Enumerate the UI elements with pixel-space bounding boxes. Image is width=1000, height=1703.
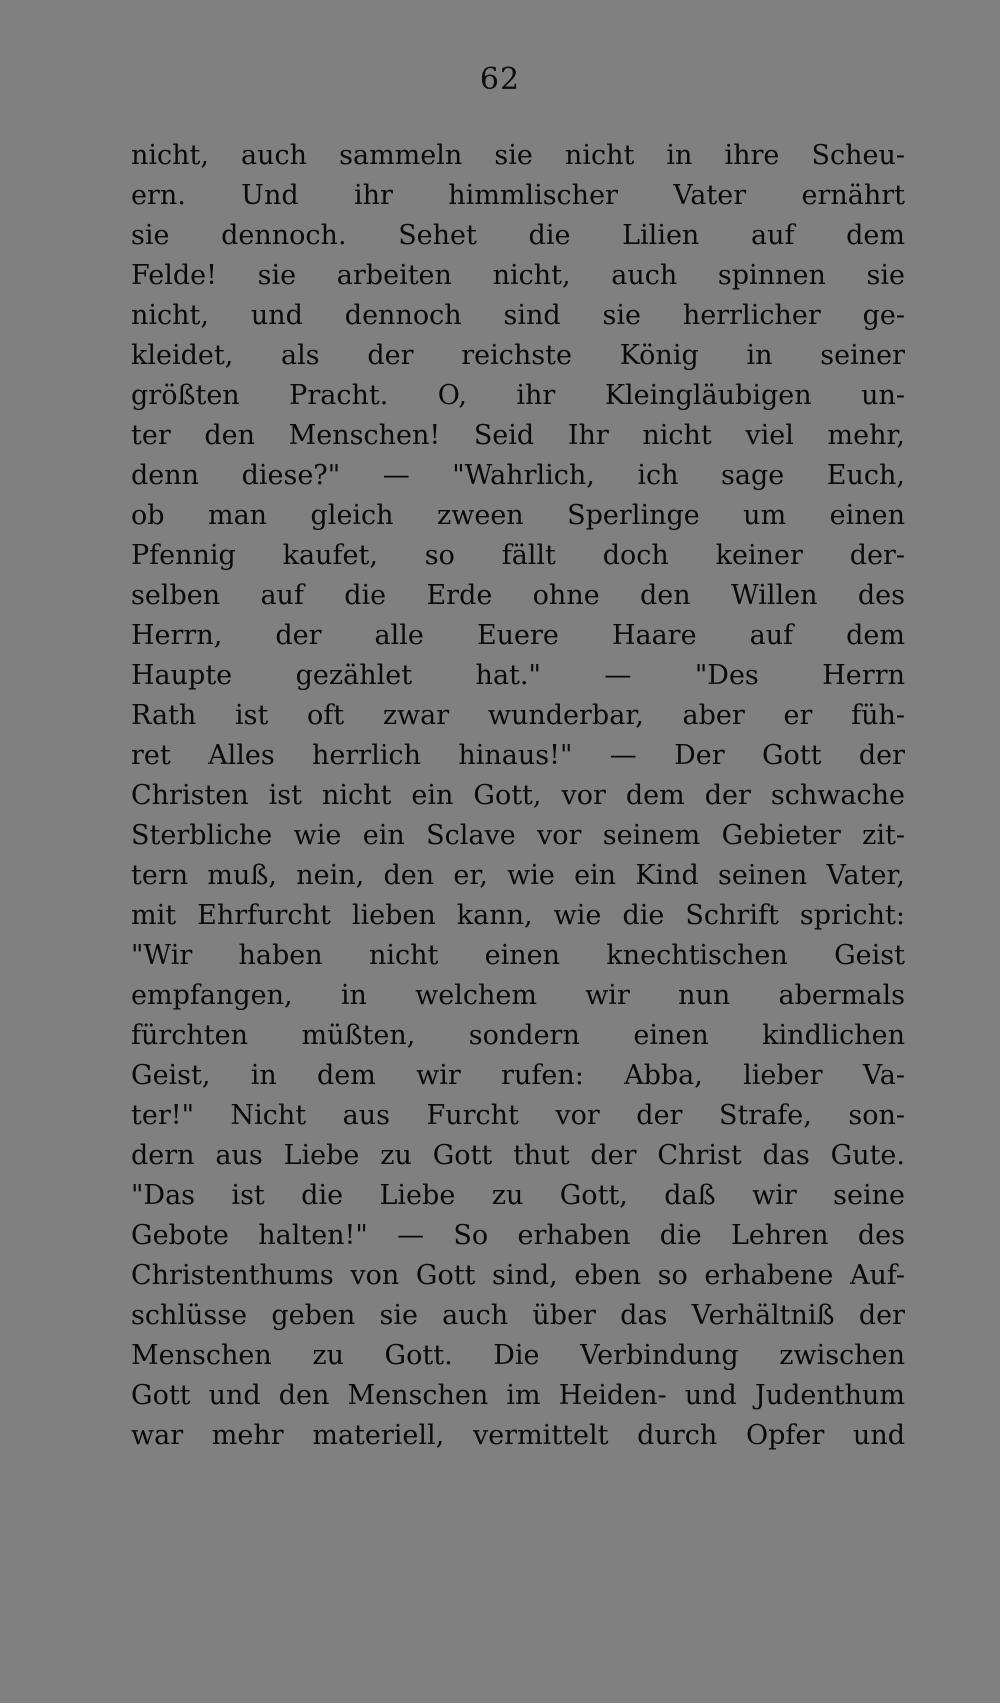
text-line: Sterbliche wie ein Sclave vor seinem Gebieter zit- — [131, 820, 905, 851]
text-line: nicht, auch sammeln sie nicht in ihre Scheu- — [131, 140, 905, 171]
text-line: "Das ist die Liebe zu Gott, daß wir seine — [131, 1180, 905, 1211]
text-line: selben auf die Erde ohne den Willen des — [131, 580, 905, 611]
text-line: empfangen, in welchem wir nun abermals — [131, 980, 905, 1011]
text-line: fürchten müßten, sondern einen kindlichen — [131, 1020, 905, 1051]
text-line: Christen ist nicht ein Gott, vor dem der schwache — [131, 780, 905, 811]
text-line: ern. Und ihr himmlischer Vater ernährt — [131, 180, 905, 211]
text-line: Christenthums von Gott sind, eben so erhabene Auf- — [131, 1260, 905, 1291]
text-line: Gebote halten!" — So erhaben die Lehren des — [131, 1220, 905, 1251]
text-line: nicht, und dennoch sind sie herrlicher ge- — [131, 300, 905, 331]
text-line: ret Alles herrlich hinaus!" — Der Gott der — [131, 740, 905, 771]
text-line: Felde! sie arbeiten nicht, auch spinnen sie — [131, 260, 905, 291]
text-line: dern aus Liebe zu Gott thut der Christ das Gute. — [131, 1140, 905, 1171]
text-line: Rath ist oft zwar wunderbar, aber er füh- — [131, 700, 905, 731]
text-line: Gott und den Menschen im Heiden- und Judenthum — [131, 1380, 905, 1411]
text-line: denn diese?" — "Wahrlich, ich sage Euch, — [131, 460, 905, 491]
text-line: Pfennig kaufet, so fällt doch keiner der- — [131, 540, 905, 571]
text-line: Haupte gezählet hat." — "Des Herrn — [131, 660, 905, 691]
text-line: ter!" Nicht aus Furcht vor der Strafe, son- — [131, 1100, 905, 1131]
body-text — [131, 136, 905, 1456]
text-line: sie dennoch. Sehet die Lilien auf dem — [131, 220, 905, 251]
text-line: mit Ehrfurcht lieben kann, wie die Schrift spricht: — [131, 900, 905, 931]
text-line: schlüsse geben sie auch über das Verhältniß der — [131, 1300, 905, 1331]
text-line: kleidet, als der reichste König in seiner — [131, 340, 905, 371]
text-line: ob man gleich zween Sperlinge um einen — [131, 500, 905, 531]
text-line: tern muß, nein, den er, wie ein Kind seinen Vater, — [131, 860, 905, 891]
text-line: war mehr materiell, vermittelt durch Opfer und — [131, 1420, 905, 1451]
text-line: größten Pracht. O, ihr Kleingläubigen un- — [131, 380, 905, 411]
text-line: "Wir haben nicht einen knechtischen Geist — [131, 940, 905, 971]
text-line: ter den Menschen! Seid Ihr nicht viel mehr, — [131, 420, 905, 451]
text-line: Menschen zu Gott. Die Verbindung zwischen — [131, 1340, 905, 1371]
text-line: Herrn, der alle Euere Haare auf dem — [131, 620, 905, 651]
text-line: Geist, in dem wir rufen: Abba, lieber Va- — [131, 1060, 905, 1091]
page-number: 62 — [479, 62, 521, 97]
